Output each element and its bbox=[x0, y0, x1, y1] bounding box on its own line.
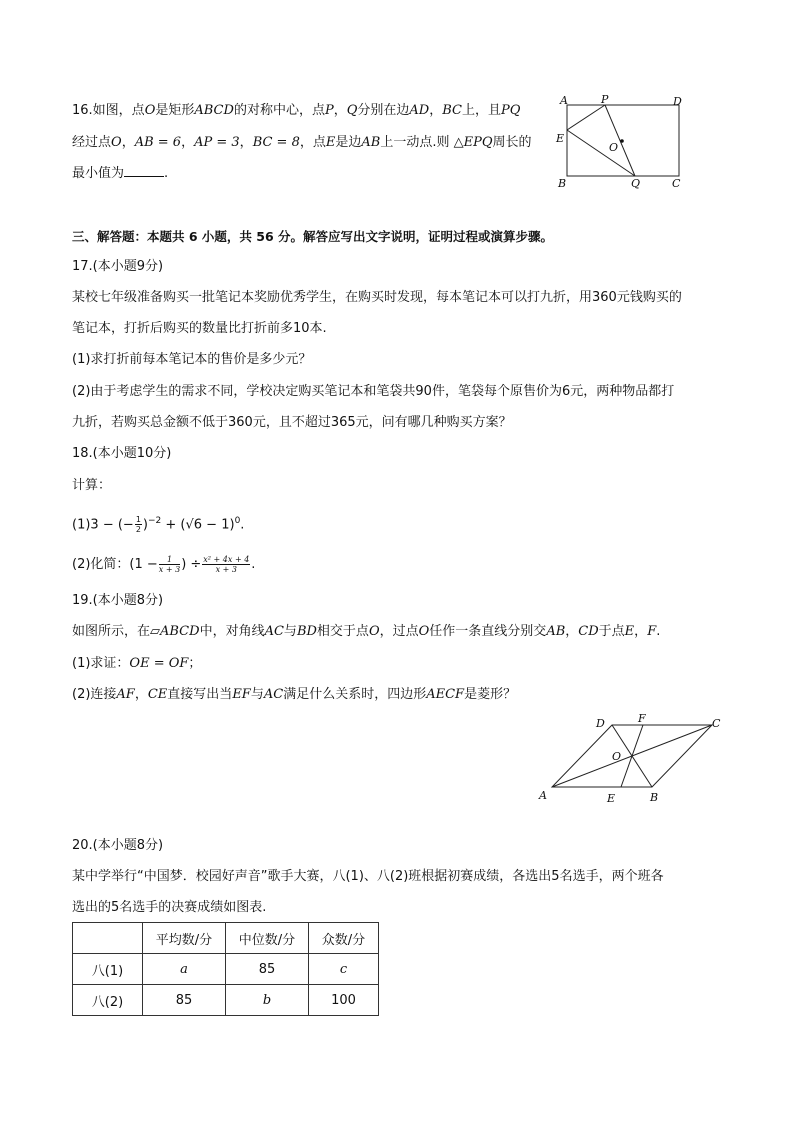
table-cell: 八(2) bbox=[73, 985, 143, 1016]
q19-header: 19.(本小题8分) bbox=[72, 593, 164, 608]
parallelogram-figure bbox=[532, 708, 732, 808]
center-point bbox=[620, 139, 624, 143]
rectangle-figure bbox=[555, 94, 690, 192]
q17-part-2a: (2)由于考虑学生的需求不同，学校决定购买笔记本和笔袋共90件，笔袋每个原售价为6元，两种物品都打 bbox=[72, 384, 675, 399]
q19-part-1: (1)求证：OE = OF； bbox=[72, 656, 202, 671]
label-c: C bbox=[712, 717, 721, 730]
label-d: D bbox=[673, 95, 682, 108]
q20-header: 20.(本小题8分) bbox=[72, 838, 164, 853]
label-o: O bbox=[612, 750, 622, 763]
label-e: E bbox=[607, 792, 616, 805]
table-row bbox=[73, 985, 379, 1016]
label-o: O bbox=[609, 141, 619, 154]
label-c: C bbox=[672, 177, 681, 190]
label-b: B bbox=[650, 791, 659, 804]
label-a: A bbox=[560, 94, 568, 107]
label-a: A bbox=[539, 789, 547, 802]
table-header-cell: 众数/分 bbox=[309, 923, 379, 954]
q16-line-2: 经过点O，AB = 6，AP = 3，BC = 8，点E是边AB上一动点.则 △EPQ周长的 bbox=[72, 135, 532, 150]
label-q: Q bbox=[631, 177, 641, 190]
q19-text: 如图所示，在▱ABCD中，对角线AC与BD相交于点O，过点O任作一条直线分别交AB，CD于点E，F. bbox=[72, 624, 661, 639]
table-cell: 85 bbox=[226, 954, 309, 985]
q16-line-3: 最小值为 . bbox=[72, 166, 169, 181]
table-cell: c bbox=[309, 954, 379, 985]
answer-blank bbox=[124, 164, 164, 177]
segment-ef bbox=[621, 725, 643, 787]
table-cell: 100 bbox=[309, 985, 379, 1016]
table-row bbox=[73, 954, 379, 985]
table-header-cell: 平均数/分 bbox=[143, 923, 226, 954]
label-b: B bbox=[558, 177, 567, 190]
table-cell: b bbox=[226, 985, 309, 1016]
q17-part-1: (1)求打折前每本笔记本的售价是多少元？ bbox=[72, 352, 312, 367]
q17-part-2b: 九折，若购买总金额不低于360元，且不超过365元，问有哪几种购买方案？ bbox=[72, 415, 512, 430]
q18-header: 18.(本小题10分) bbox=[72, 446, 172, 461]
table-cell: a bbox=[143, 954, 226, 985]
score-table bbox=[72, 922, 379, 1016]
label-p: P bbox=[601, 94, 609, 106]
q18-part-2: (2)化简：(1 − $\frac{1}{x + 3}$ ) ÷ $\frac{\text{x² + 4x + 4}}{x + 3}$ . bbox=[72, 555, 256, 574]
q20-text-1: 某中学举行“中国梦．校园好声音”歌手大赛，八(1)、八(2)班根据初赛成绩，各选出5名选手，两个班各 bbox=[72, 869, 664, 884]
section-3-heading: 三、解答题：本题共 6 小题，共 56 分。解答应写出文字说明，证明过程或演算步骤。 bbox=[72, 229, 554, 244]
table-cell: 八(1) bbox=[73, 954, 143, 985]
q16-line-1: 16.如图，点O是矩形ABCD的对称中心，点P，Q分别在边AD，BC上，且PQ bbox=[72, 103, 521, 118]
q19-part-2: (2)连接AF，CE直接写出当EF与AC满足什么关系时，四边形AECF是菱形？ bbox=[72, 687, 517, 702]
table-header-cell: 中位数/分 bbox=[226, 923, 309, 954]
q17-text-1: 某校七年级准备购买一批笔记本奖励优秀学生，在购买时发现，每本笔记本可以打九折，用360元钱购买的 bbox=[72, 290, 682, 305]
table-header-cell bbox=[73, 923, 143, 954]
q20-text-2: 选出的5名选手的决赛成绩如图表. bbox=[72, 900, 267, 915]
label-e: E bbox=[556, 132, 565, 145]
label-f: F bbox=[638, 712, 646, 725]
fraction-quadratic: $\frac{\text{x² + 4x + 4}}{x + 3}$ bbox=[203, 555, 250, 574]
fraction-1-over-x3: $\frac{1}{x + 3}$ bbox=[158, 555, 181, 574]
q18-part-1: (1)3 − (− $\frac{1}{2}$ )$^{-2} + (√6 - 1)^0$. bbox=[72, 515, 245, 535]
q17-header: 17.(本小题9分) bbox=[72, 259, 164, 274]
table-cell: 85 bbox=[143, 985, 226, 1016]
label-d: D bbox=[596, 717, 605, 730]
q18-intro: 计算： bbox=[72, 478, 112, 493]
fraction-one-half: $\frac{1}{2}$ bbox=[135, 515, 141, 535]
segment-ep bbox=[567, 105, 605, 130]
table-header-row bbox=[73, 923, 379, 954]
q17-text-2: 笔记本，打折后购买的数量比打折前多10本. bbox=[72, 321, 327, 336]
